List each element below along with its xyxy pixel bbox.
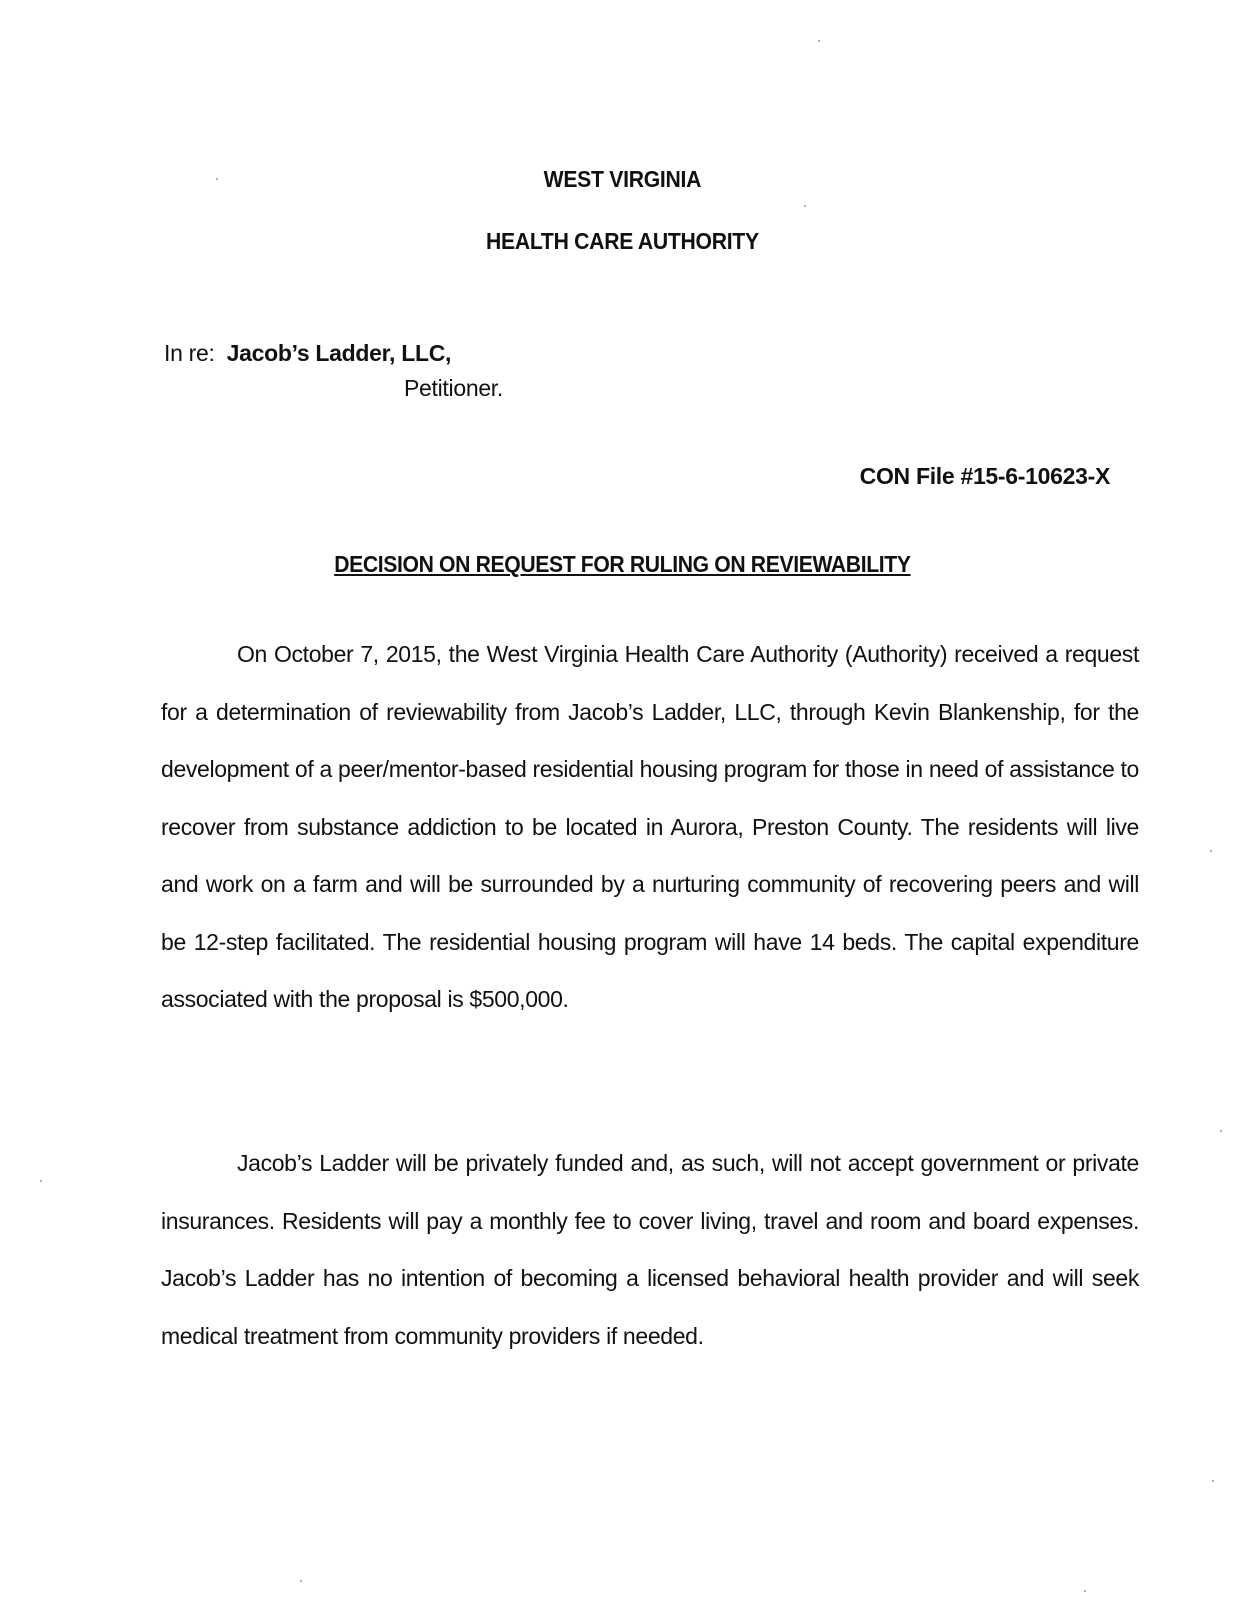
scan-speck [1220, 1130, 1222, 1132]
paragraph-2-text: Jacob’s Ladder will be privately funded and, as such, will not accept government or private insurances. Residents will pay a monthly fee to cover living, travel and room and board expenses. Jacob’s Ladder has no intention of becoming a licensed behavioral health provider and will seek medical treatment from community providers if needed. [161, 1150, 1139, 1349]
heading-state: WEST VIRGINIA [543, 166, 702, 192]
paragraph-2 [161, 1135, 1139, 1365]
paragraph-1 [161, 626, 1139, 1029]
scan-speck [818, 40, 820, 42]
scan-speck [40, 1180, 42, 1182]
scan-speck [804, 205, 806, 207]
paragraph-1-text: On October 7, 2015, the West Virginia Health Care Authority (Authority) received a request for a determination of reviewability from Jacob’s Ladder, LLC, through Kevin Blankenship, for the development of a peer/mentor-based residential housing program for those in need of assistance to recover from substance addiction to be located in Aurora, Preston County. The residents will live and work on a farm and will be surrounded by a nurturing community of recovering peers and will be 12-step facilitated. The residential housing program will have 14 beds. The capital expenditure associated with the proposal is $500,000. [161, 641, 1139, 1012]
scan-speck [1084, 1590, 1086, 1592]
document-title: DECISION ON REQUEST FOR RULING ON REVIEWABILITY [334, 551, 911, 577]
in-re-line [164, 340, 451, 367]
scan-speck [216, 178, 218, 180]
party-name: Jacob’s Ladder, LLC, [226, 340, 452, 366]
scan-speck [300, 1580, 302, 1582]
in-re-label: In re: [164, 340, 215, 366]
file-number: CON File #15-6-10623-X [859, 463, 1110, 489]
heading-agency: HEALTH CARE AUTHORITY [485, 228, 759, 254]
party-role: Petitioner. [404, 375, 503, 401]
scan-speck [1210, 850, 1212, 852]
scan-speck [1212, 1480, 1214, 1482]
